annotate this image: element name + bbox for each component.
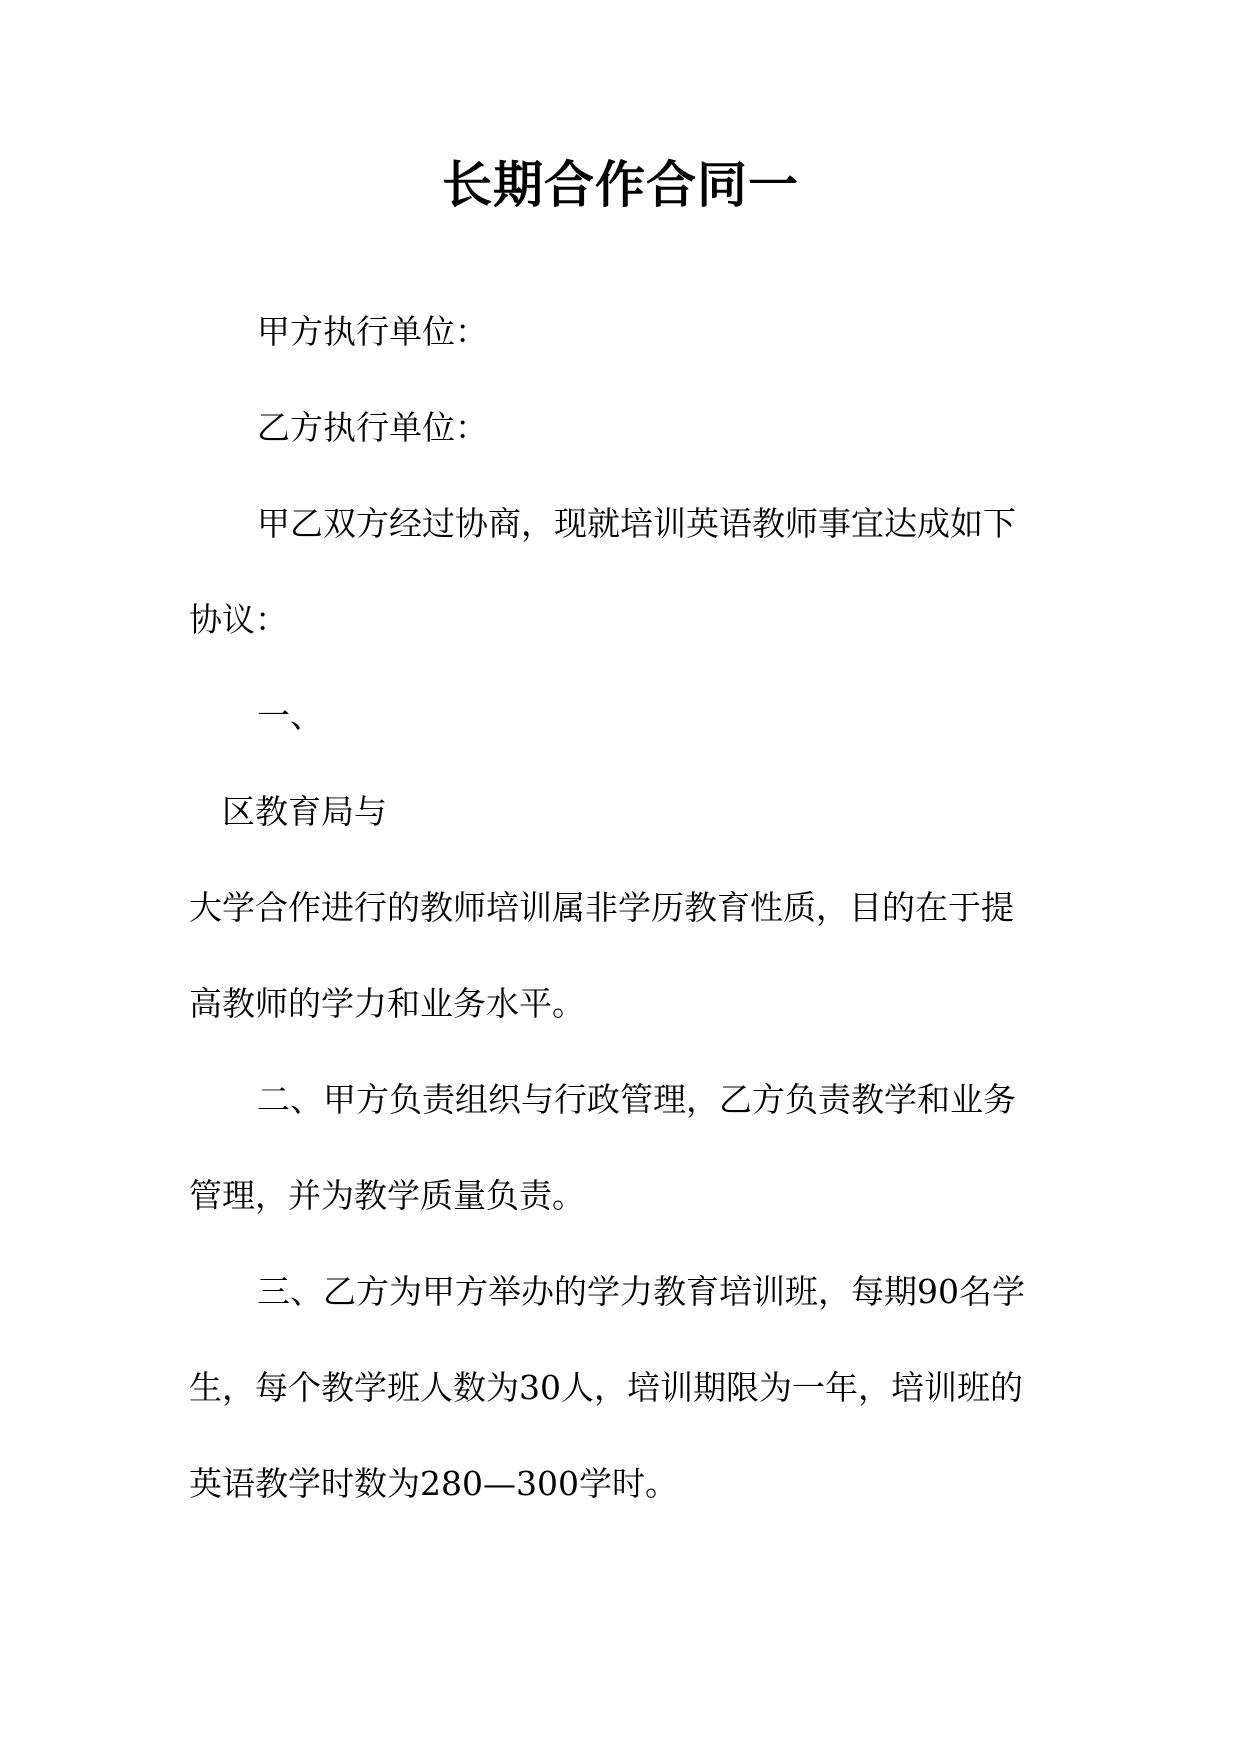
clause-3-line-3: 英语教学时数为280—300学时。 (189, 1464, 678, 1503)
party-a-line: 甲方执行单位： (257, 312, 488, 351)
clause-2-line-2: 管理，并为教学质量负责。 (189, 1176, 585, 1215)
intro-line-2: 协议： (189, 600, 288, 639)
clause-1-line-2: 大学合作进行的教师培训属非学历教育性质，目的在于提 (189, 888, 1014, 927)
page-title: 长期合作合同一 (442, 156, 799, 214)
clause-1-line-1: 区教育局与 (222, 792, 387, 831)
intro-line-1: 甲乙双方经过协商，现就培训英语教师事宜达成如下 (257, 504, 1016, 543)
clause-1-number: 一、 (257, 696, 323, 735)
clause-2-line-1: 二、甲方负责组织与行政管理，乙方负责教学和业务 (257, 1080, 1016, 1119)
party-b-line: 乙方执行单位： (257, 408, 488, 447)
clause-3-line-1: 三、乙方为甲方举办的学力教育培训班，每期90名学 (257, 1272, 1025, 1311)
clause-3-line-2: 生，每个教学班人数为30人，培训期限为一年，培训班的 (189, 1368, 1023, 1407)
clause-1-line-3: 高教师的学力和业务水平。 (189, 984, 585, 1023)
